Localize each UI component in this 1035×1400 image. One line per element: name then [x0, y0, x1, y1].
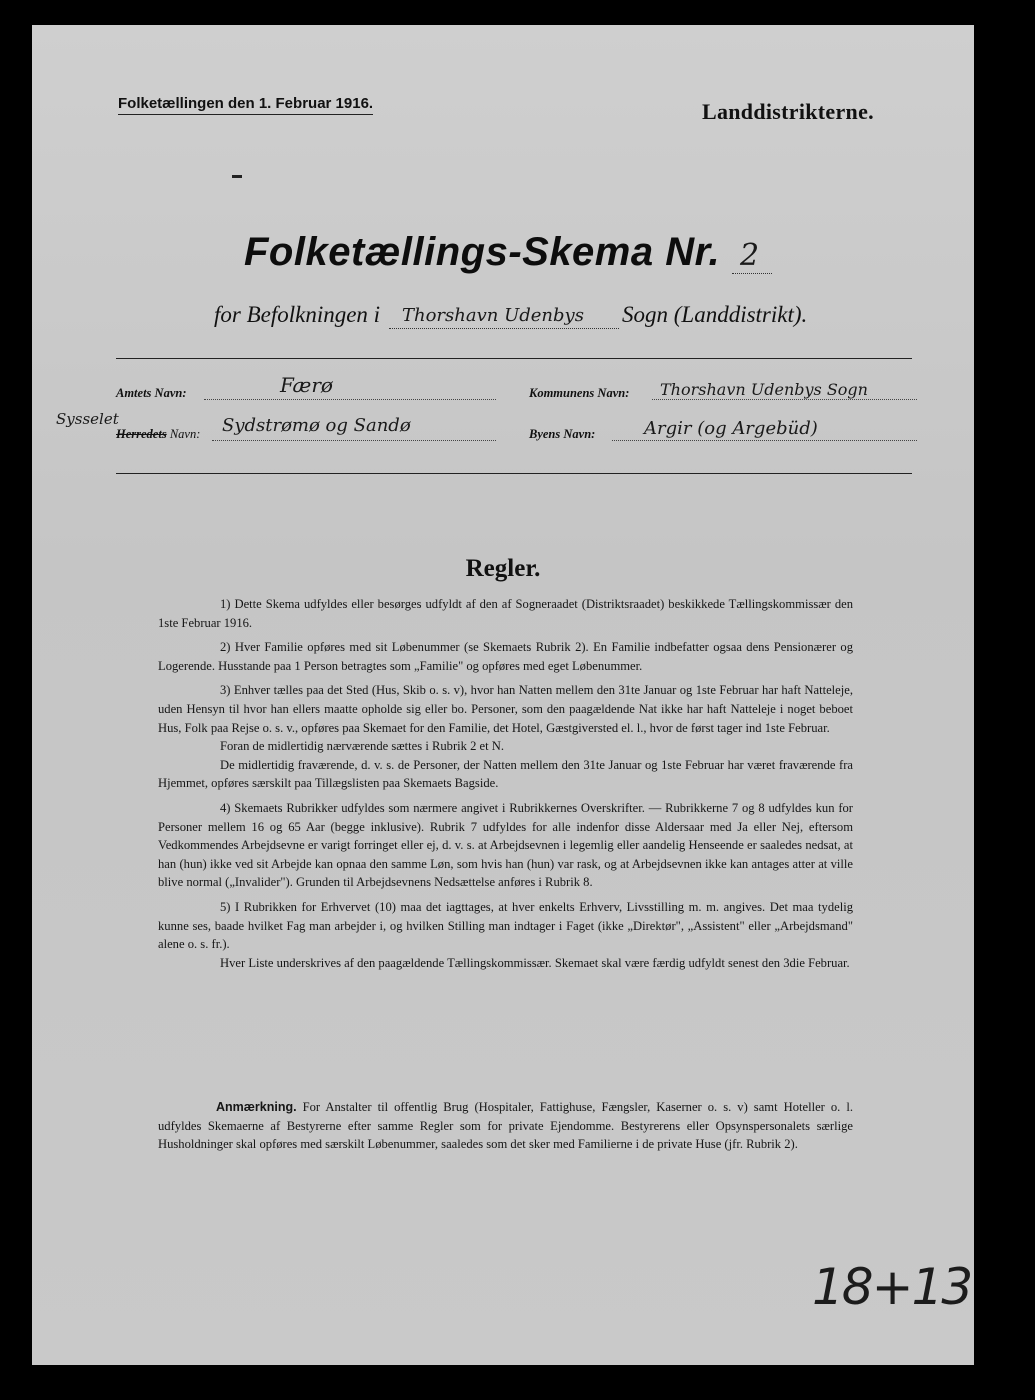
rule-3-present-note: Foran de midlertidig nærværende sættes i Rubrik 2 et N.: [220, 739, 505, 754]
population-line-prefix: for Befolkningen i: [214, 302, 381, 327]
handwritten-count: 18+13: [812, 1258, 972, 1316]
herred-margin-note: Sysselet: [56, 410, 119, 428]
kommune-dotted-line: [652, 399, 917, 400]
by-value-handwritten: Argir (og Argebüd): [644, 418, 818, 439]
herred-label-rest: Navn:: [169, 427, 201, 441]
rule-3: 3) Enhver tælles paa det Sted (Hus, Skib o. s. v), hvor han Natten mellem den 31te Januar og 1ste Februar har haft Natteleje, uden Hensyn til hvor han ellers maatte opholde sig eller bo. Personer, som den paagældende Nat ikke har haft Natteleje i noget beboet Hus, Folk paa Rejse o. s. v., opføres paa Skemaet for den Familie, det Hotel, Gæstgiversted el. l., hvor de først tager ind 1ste Februar.: [158, 683, 853, 735]
rule-2: 2) Hver Familie opføres med sit Løbenummer (se Skemaets Rubrik 2). En Familie indbefatter ogsaa dens Pensionærer og Logerende. Husstande paa 1 Person betragtes som „Familie" og opføres med eget Løbenummer.: [158, 640, 853, 673]
kommune-value-handwritten: Thorshavn Udenbys Sogn: [660, 380, 868, 399]
by-label: Byens Navn:: [529, 427, 596, 441]
census-date-header: Folketællingen den 1. Februar 1916.: [118, 95, 373, 115]
by-dotted-line: [612, 440, 917, 441]
annotation-text: For Anstalter til offentlig Brug (Hospitaler, Fattighuse, Fængsler, Kaserner o. s. v) samt Hoteller o. l. udfyldes Skemaerne af Bestyrerne efter samme Regler som for private Ejendomme. Bestyrerens eller Opsynspersonalets særlige Husholdninger skal opføres med særskilt Løbenummer, saaledes som det sker med Familierne i de private Huse (jfr. Rubrik 2).: [158, 1100, 854, 1152]
parish-handwritten: Thorshavn Udenbys: [402, 305, 584, 326]
parish-dotted-line: [389, 328, 619, 329]
rule-signature: Hver Liste underskrives af den paagældende Tællingskommissær. Skemaet skal være færdig udfyldt senest den 3die Februar.: [220, 955, 850, 970]
rule-4: 4) Skemaets Rubrikker udfyldes som nærmere angivet i Rubrikkernes Overskrifter. — Rubrikkerne 7 og 8 udfyldes kun for Personer mellem 16 og 65 Aar (begge inklusive). Rubrik 7 udfyldes for alle indenfor disse Aldersaar med Ja eller Nej, eftersom Vedkommendes Arbejdsevne er varigt forringet eller ej, d. v. s. at Arbejdsevnen i legemlig eller aandelig Henseende er saaledes nedsat, at han (hun) ikke ved sit Arbejde kan opnaa den samme Løn, som hvis han (hun) var rask, og at Arbejdsevnen ikke kan antages atter at ville blive normal („Invalider"). Grunden til Arbejdsevnens Nedsættelse anføres i Rubrik 8.: [158, 800, 853, 890]
divider-top: [116, 358, 912, 359]
form-title: Folketællings-Skema Nr.: [244, 230, 721, 274]
herred-value-handwritten: Sydstrømø og Sandø: [222, 415, 411, 436]
herred-dotted-line: [212, 440, 496, 441]
amt-dotted-line: [204, 399, 496, 400]
district-type-header: Landdistrikterne.: [702, 99, 874, 124]
rule-5: 5) I Rubrikken for Erhvervet (10) maa det iagttages, at hver enkelts Erhverv, Livsstilling m. m. angives. Det maa tydelig kunne ses, baade hvilket Fag man arbejder i, og hvilken Stilling man indtager i Faget (ikke „Direktør", „Assistent" eller „Arbejdsmand" alene o. s. fr.).: [158, 899, 853, 952]
rules-body: [158, 595, 853, 978]
amt-label: Amtets Navn:: [116, 386, 187, 400]
divider-bottom: [116, 473, 912, 474]
population-line-suffix: Sogn (Landdistrikt).: [622, 302, 808, 327]
rule-1: 1) Dette Skema udfyldes eller besørges udfyldt af den af Sogneraadet (Distriktsraadet) beskikkede Tællingskommissær den 1ste Februar 1916.: [158, 597, 853, 630]
rule-3-absent-note: De midlertidig fraværende, d. v. s. de Personer, der Natten mellem den 31te Januar og 1ste Februar har været fraværende fra Hjemmet, opføres særskilt paa Tillægslisten paa Skemaets Bagside.: [158, 757, 853, 791]
form-number-line: [732, 273, 772, 274]
rules-heading: Regler.: [465, 555, 541, 582]
form-number-handwritten: 2: [740, 238, 760, 273]
ink-mark: [232, 175, 242, 178]
herred-label: [116, 427, 200, 442]
amt-value-handwritten: Færø: [280, 373, 333, 397]
kommune-label: Kommunens Navn:: [529, 386, 630, 400]
census-form-page: [32, 25, 974, 1365]
annotation-label: Anmærkning.: [216, 1100, 297, 1114]
herred-label-struck: Herredets: [116, 427, 167, 441]
annotation-paragraph: [158, 1098, 853, 1154]
